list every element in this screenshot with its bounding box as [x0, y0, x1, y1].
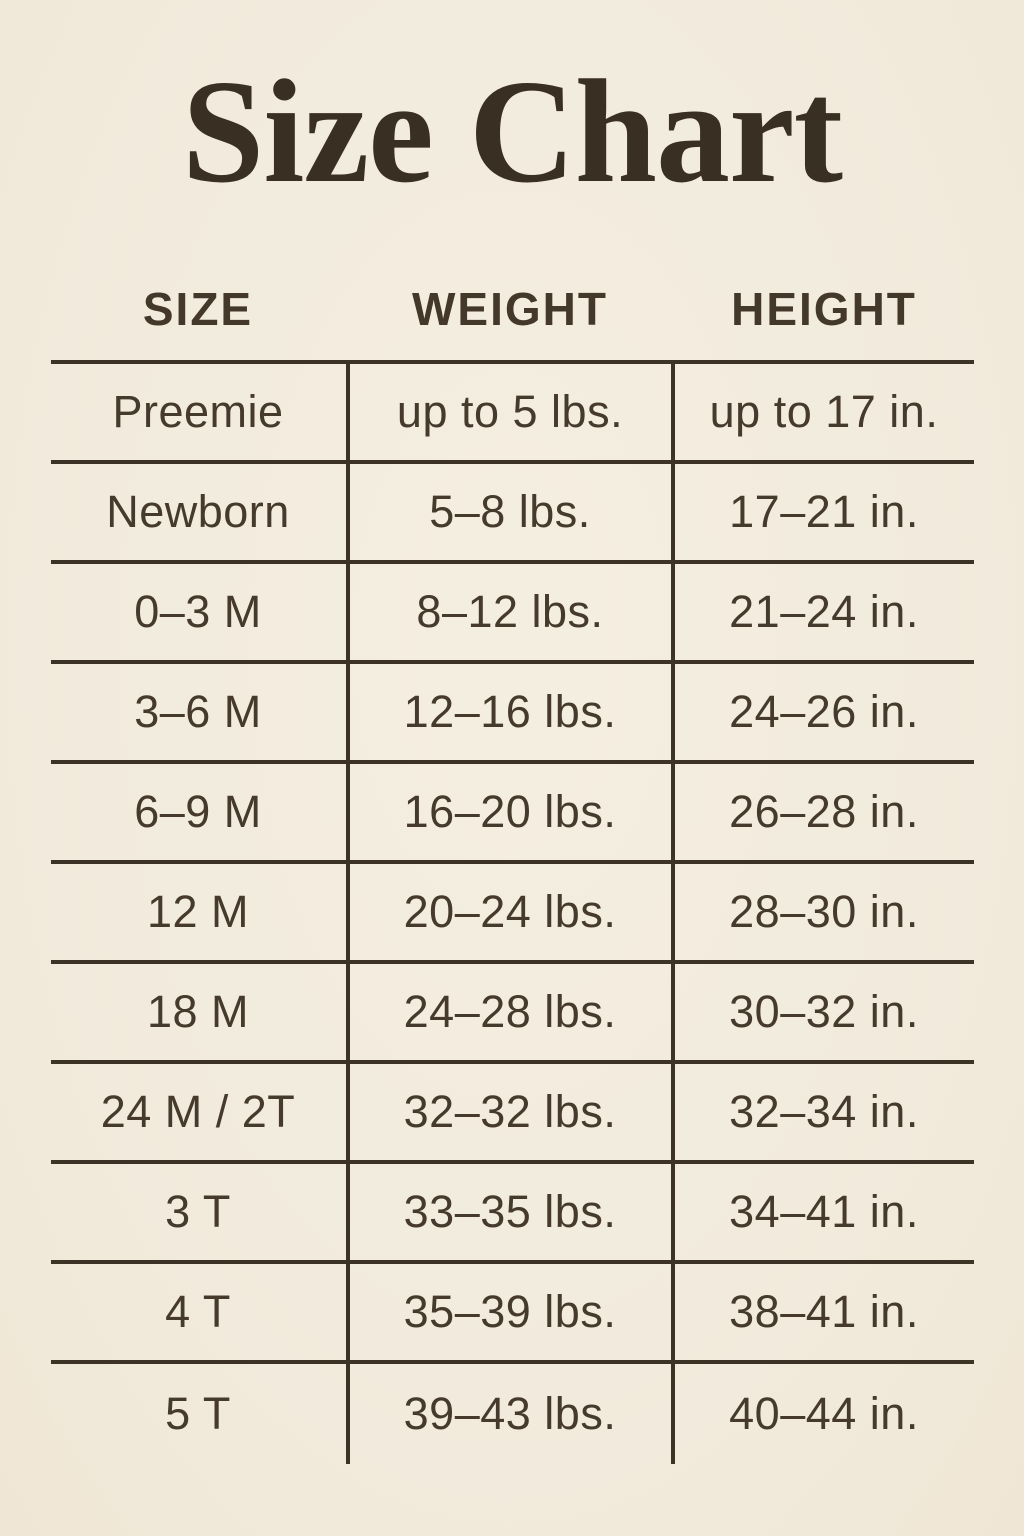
size-cell: 3–6 M — [134, 686, 262, 737]
table-header-row — [51, 206, 974, 364]
height-cell: 26–28 in. — [729, 786, 919, 837]
table-row — [51, 564, 974, 664]
height-cell: 17–21 in. — [729, 486, 919, 537]
page-title: Size Chart — [182, 50, 842, 214]
weight-cell: 5–8 lbs. — [346, 464, 675, 560]
table-row — [51, 1364, 974, 1464]
size-cell: 6–9 M — [134, 786, 262, 837]
weight-cell: 35–39 lbs. — [346, 1264, 675, 1360]
table-row — [51, 864, 974, 964]
size-cell: 3 T — [165, 1186, 231, 1237]
size-cell: 4 T — [165, 1286, 231, 1337]
table-row — [51, 964, 974, 1064]
column-header-height: HEIGHT — [731, 283, 917, 335]
weight-cell: 8–12 lbs. — [346, 564, 675, 660]
weight-cell: 32–32 lbs. — [346, 1064, 675, 1160]
height-cell: up to 17 in. — [709, 386, 939, 437]
height-cell: 30–32 in. — [729, 986, 919, 1037]
size-cell: Preemie — [112, 386, 284, 437]
table-row — [51, 764, 974, 864]
table-row — [51, 464, 974, 564]
weight-cell: up to 5 lbs. — [346, 364, 675, 460]
height-cell: 34–41 in. — [729, 1186, 919, 1237]
height-cell: 21–24 in. — [729, 586, 919, 637]
size-cell: 18 M — [146, 986, 250, 1037]
weight-cell: 39–43 lbs. — [346, 1364, 675, 1464]
weight-cell: 20–24 lbs. — [346, 864, 675, 960]
column-header-weight: WEIGHT — [412, 283, 608, 335]
weight-cell: 16–20 lbs. — [346, 764, 675, 860]
table-row — [51, 664, 974, 764]
weight-cell: 33–35 lbs. — [346, 1164, 675, 1260]
height-cell: 24–26 in. — [729, 686, 919, 737]
height-cell: 32–34 in. — [729, 1086, 919, 1137]
column-header-size: SIZE — [142, 283, 254, 335]
table-row — [51, 364, 974, 464]
size-cell: 0–3 M — [134, 586, 262, 637]
size-cell: 24 M / 2T — [100, 1086, 296, 1137]
table-row — [51, 1264, 974, 1364]
table-row — [51, 1064, 974, 1164]
table-row — [51, 1164, 974, 1264]
height-cell: 40–44 in. — [729, 1388, 919, 1439]
weight-cell: 12–16 lbs. — [346, 664, 675, 760]
weight-cell: 24–28 lbs. — [346, 964, 675, 1060]
size-cell: 12 M — [146, 886, 250, 937]
size-table — [51, 206, 974, 1464]
height-cell: 38–41 in. — [729, 1286, 919, 1337]
height-cell: 28–30 in. — [729, 886, 919, 937]
size-cell: Newborn — [106, 486, 290, 537]
size-cell: 5 T — [165, 1388, 231, 1439]
